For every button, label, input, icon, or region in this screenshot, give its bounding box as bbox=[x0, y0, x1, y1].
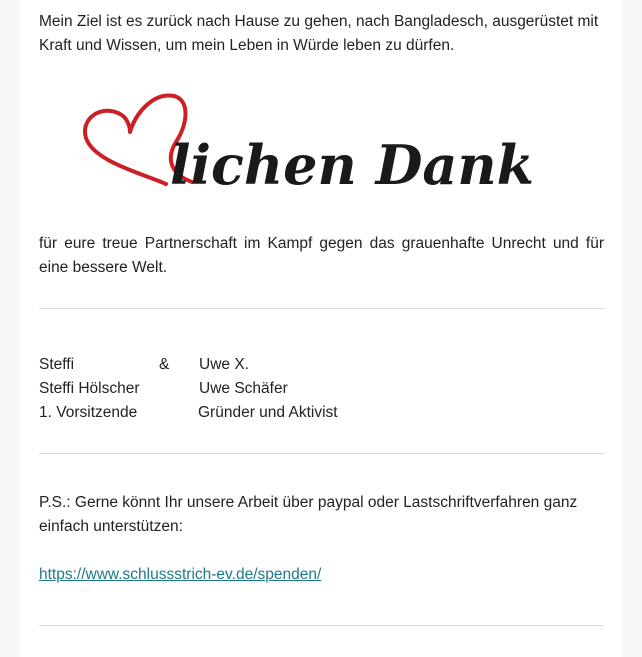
thanks-paragraph: für eure treue Partnerschaft im Kampf gegen das grauenhafte Unrecht und für eine bessere Welt. bbox=[39, 235, 604, 276]
signature-name-left: Steffi bbox=[39, 356, 75, 373]
donate-link[interactable]: https://www.schlussstrich-ev.de/spenden/ bbox=[39, 566, 322, 583]
signature-fullname-right: Uwe Schäfer bbox=[199, 380, 288, 397]
signature-fullname-left: Steffi Hölscher bbox=[39, 380, 140, 397]
divider bbox=[39, 308, 604, 309]
signature-ampersand: & bbox=[159, 356, 170, 373]
signature-block bbox=[39, 353, 604, 425]
divider bbox=[39, 625, 604, 626]
ps-paragraph: P.S.: Gerne könnt Ihr unsere Arbeit über paypal oder Lastschriftverfahren ganz einfach unterstützen: bbox=[39, 494, 578, 535]
intro-paragraph: Mein Ziel ist es zurück nach Hause zu gehen, nach Bangladesch, ausgerüstet mit Kraft und Wissen, um mein Leben in Würde leben zu dürfen. bbox=[39, 13, 599, 54]
logo-text: lichen Dank bbox=[170, 133, 535, 197]
signature-name-right: Uwe X. bbox=[199, 356, 249, 373]
divider bbox=[39, 453, 604, 454]
signature-role-right: Gründer und Aktivist bbox=[198, 404, 338, 421]
email-body bbox=[20, 0, 622, 657]
signature-row-roles bbox=[39, 401, 604, 425]
herzlichen-dank-logo bbox=[66, 90, 535, 200]
signature-row-fullnames bbox=[39, 377, 604, 401]
signature-row-names bbox=[39, 353, 604, 377]
signature-role-left: 1. Vorsitzende bbox=[39, 404, 138, 421]
